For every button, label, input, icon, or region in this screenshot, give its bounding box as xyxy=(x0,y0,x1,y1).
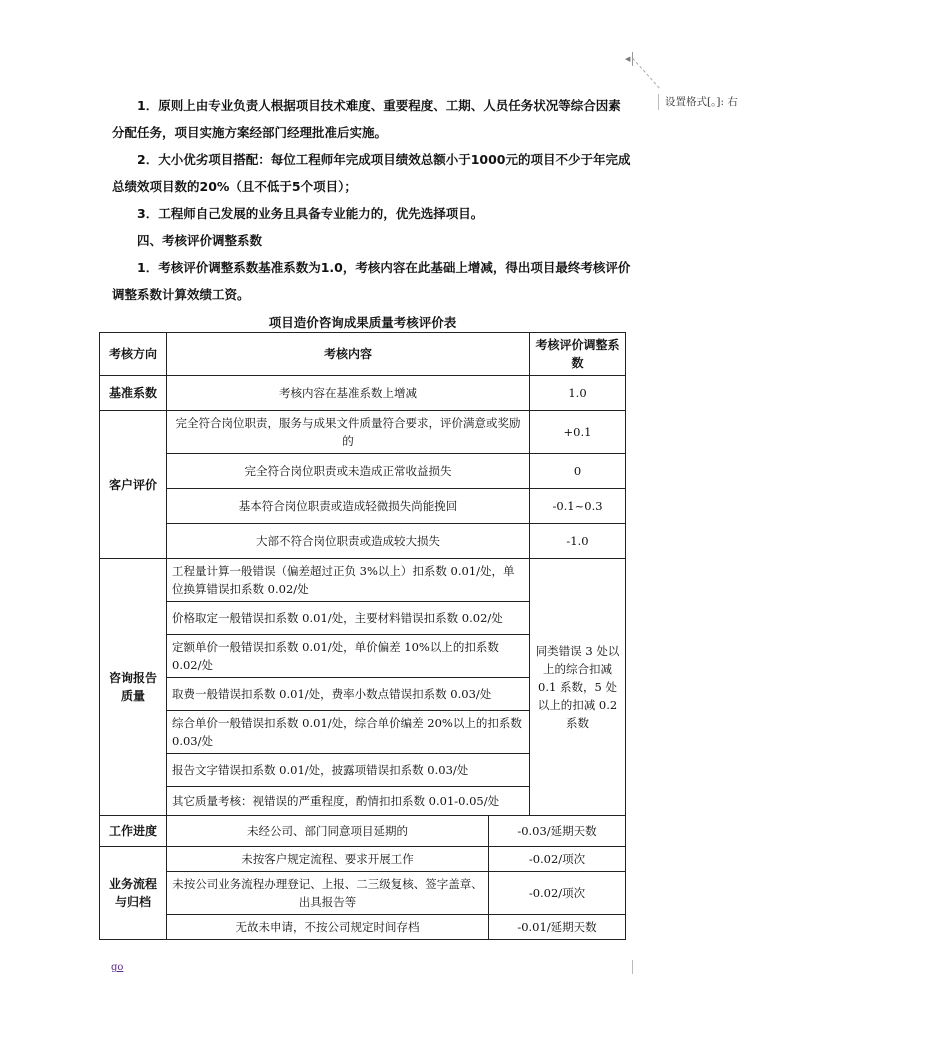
section-heading: 四、考核评价调整系数 xyxy=(137,233,263,248)
content-cell: 考核内容在基准系数上增减 xyxy=(167,376,530,411)
table-row xyxy=(100,489,626,524)
content-cell: 大部不符合岗位职责或造成较大损失 xyxy=(167,524,530,559)
content-cell: 未按客户规定流程、要求开展工作 xyxy=(167,847,489,872)
comment-arrow-icon: ◀ xyxy=(625,55,631,63)
table-row xyxy=(100,915,626,940)
table-header-row xyxy=(100,333,626,376)
content-cell: 取费一般错误扣系数 0.01/处，费率小数点错误扣系数 0.03/处 xyxy=(167,678,530,711)
direction-cell: 客户评价 xyxy=(100,411,167,559)
header-content: 考核内容 xyxy=(167,333,530,376)
content-cell: 其它质量考核：视错误的严重程度，酌情扣扣系数 0.01-0.05/处 xyxy=(167,787,530,816)
coefficient-cell: 1.0 xyxy=(530,376,626,411)
content-cell: 完全符合岗位职责，服务与成果文件质量符合要求，评价满意或奖励的 xyxy=(167,411,530,454)
table-row xyxy=(100,454,626,489)
table-row xyxy=(100,376,626,411)
table-row xyxy=(100,411,626,454)
paragraph-3: 3．工程师自己发展的业务且具备专业能力的，优先选择项目。 xyxy=(137,206,484,221)
format-comment[interactable]: 设置格式[。]: 右 xyxy=(658,94,738,110)
evaluation-table xyxy=(99,332,626,940)
table-row xyxy=(100,816,626,847)
coefficient-cell: -0.02/项次 xyxy=(489,847,626,872)
content-cell: 综合单价一般错误扣系数 0.01/处，综合单价编差 20%以上的扣系数 0.03/处 xyxy=(167,711,530,754)
coefficient-cell: 同类错误 3 处以上的综合扣减 0.1 系数，5 处以上的扣减 0.2 系数 xyxy=(530,559,626,816)
content-cell: 未经公司、部门同意项目延期的 xyxy=(167,816,489,847)
coefficient-cell: -1.0 xyxy=(530,524,626,559)
header-direction: 考核方向 xyxy=(100,333,167,376)
content-cell: 无故未申请，不按公司规定时间存档 xyxy=(167,915,489,940)
footer-link[interactable]: go xyxy=(111,962,124,973)
content-cell: 工程量计算一般错误（偏差超过正负 3%以上）扣系数 0.01/处，单位换算错误扣系数 0.02/处 xyxy=(167,559,530,602)
coefficient-cell: -0.03/延期天数 xyxy=(489,816,626,847)
content-cell: 未按公司业务流程办理登记、上报、二三级复核、签字盖章、出具报告等 xyxy=(167,872,489,915)
table-row xyxy=(100,559,626,602)
paragraph-1: 1．原则上由专业负责人根据项目技术难度、重要程度、工期、人员任务状况等综合因素分配任务，项目实施方案经部门经理批准后实施。 xyxy=(112,98,621,140)
direction-cell: 基准系数 xyxy=(100,376,167,411)
table-row xyxy=(100,524,626,559)
paragraph-4: 1．考核评价调整系数基准系数为1.0，考核内容在此基础上增减，得出项目最终考核评价调整系数计算效绩工资。 xyxy=(112,260,631,302)
content-cell: 完全符合岗位职责或未造成正常收益损失 xyxy=(167,454,530,489)
header-coefficient: 考核评价调整系数 xyxy=(530,333,626,376)
content-cell: 价格取定一般错误扣系数 0.01/处，主要材料错误扣系数 0.02/处 xyxy=(167,602,530,635)
coefficient-cell: 0 xyxy=(530,454,626,489)
direction-cell: 工作进度 xyxy=(100,816,167,847)
content-cell: 基本符合岗位职责或造成轻微损失尚能挽回 xyxy=(167,489,530,524)
direction-cell: 业务流程与归档 xyxy=(100,847,167,940)
content-cell: 定额单价一般错误扣系数 0.01/处，单价偏差 10%以上的扣系数 0.02/处 xyxy=(167,635,530,678)
footer-margin-mark xyxy=(632,960,633,974)
coefficient-cell: -0.01/延期天数 xyxy=(489,915,626,940)
coefficient-cell: -0.02/项次 xyxy=(489,872,626,915)
direction-cell: 咨询报告质量 xyxy=(100,559,167,816)
coefficient-cell: +0.1 xyxy=(530,411,626,454)
content-cell: 报告文字错误扣系数 0.01/处，披露项错误扣系数 0.03/处 xyxy=(167,754,530,787)
paragraph-2: 2．大小优劣项目搭配：每位工程师年完成项目绩效总额小于1000元的项目不少于年完成总绩效项目数的20%（且不低于5个项目）； xyxy=(112,152,631,194)
coefficient-cell: -0.1~0.3 xyxy=(530,489,626,524)
table-row xyxy=(100,872,626,915)
table-row xyxy=(100,847,626,872)
table-title: 项目造价咨询成果质量考核评价表 xyxy=(268,315,457,330)
